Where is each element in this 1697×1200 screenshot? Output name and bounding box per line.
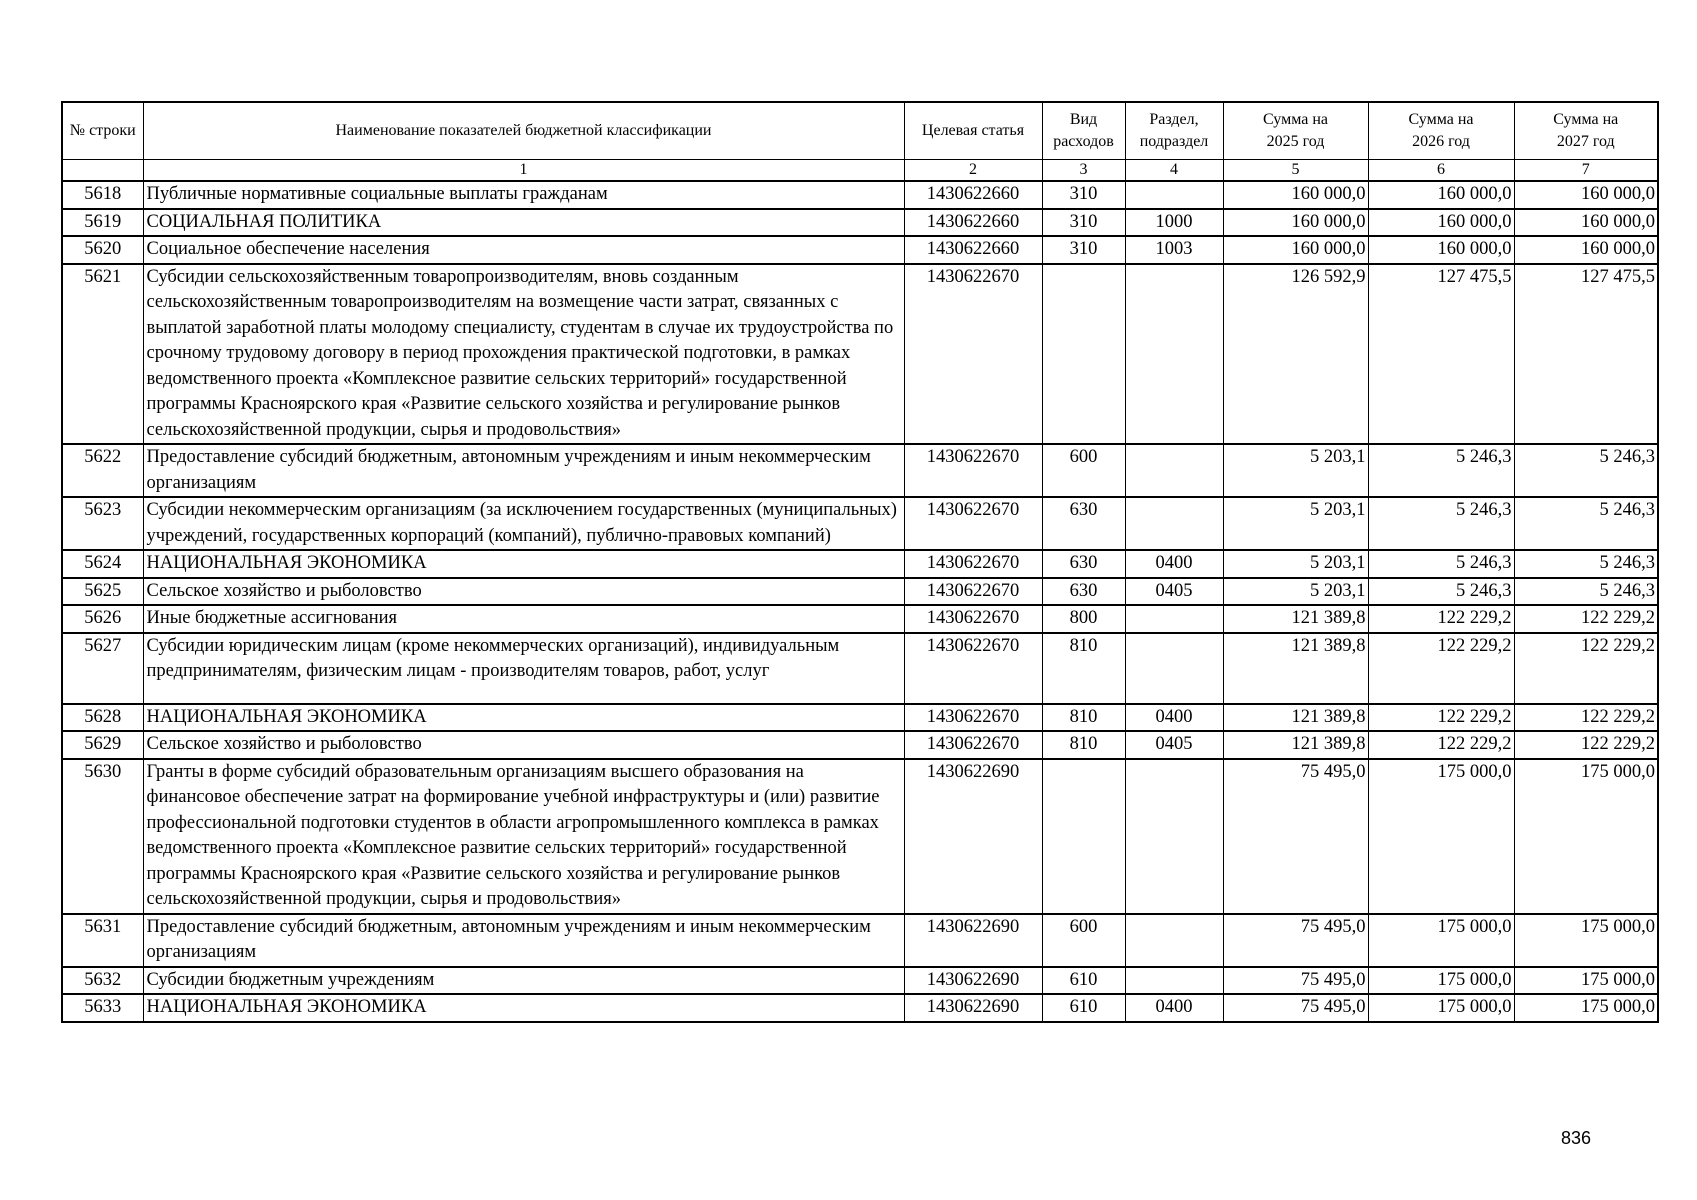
row-section xyxy=(1125,444,1223,497)
header-sum-2027-line1: Сумма на xyxy=(1553,111,1619,128)
row-section: 0400 xyxy=(1125,704,1223,732)
row-name: НАЦИОНАЛЬНАЯ ЭКОНОМИКА xyxy=(143,994,904,1022)
row-sum-2026: 122 229,2 xyxy=(1368,704,1514,732)
row-name: НАЦИОНАЛЬНАЯ ЭКОНОМИКА xyxy=(143,704,904,732)
header-sum-2025 xyxy=(1223,102,1368,160)
table-row xyxy=(62,578,1658,606)
row-name: Социальное обеспечение населения xyxy=(143,236,904,264)
row-number: 5627 xyxy=(62,633,143,704)
row-sum-2027: 5 246,3 xyxy=(1514,497,1658,550)
row-expense-type: 600 xyxy=(1042,444,1125,497)
header-expense-type-line1: Вид xyxy=(1069,111,1098,128)
row-number: 5628 xyxy=(62,704,143,732)
header-expense-type xyxy=(1042,102,1125,160)
row-expense-type: 310 xyxy=(1042,236,1125,264)
column-number-4: 4 xyxy=(1125,160,1223,182)
row-sum-2027: 127 475,5 xyxy=(1514,264,1658,445)
row-number: 5618 xyxy=(62,181,143,209)
row-number: 5626 xyxy=(62,605,143,633)
row-sum-2026: 175 000,0 xyxy=(1368,759,1514,914)
row-number: 5621 xyxy=(62,264,143,445)
row-target-article: 1430622690 xyxy=(904,994,1042,1022)
table-row xyxy=(62,605,1658,633)
row-number: 5632 xyxy=(62,967,143,995)
row-number: 5633 xyxy=(62,994,143,1022)
row-expense-type: 310 xyxy=(1042,181,1125,209)
table-row xyxy=(62,497,1658,550)
row-sum-2026: 127 475,5 xyxy=(1368,264,1514,445)
row-sum-2027: 122 229,2 xyxy=(1514,731,1658,759)
row-expense-type: 810 xyxy=(1042,731,1125,759)
row-sum-2026: 5 246,3 xyxy=(1368,444,1514,497)
column-number-row xyxy=(62,160,1658,182)
table-row xyxy=(62,967,1658,995)
table-row xyxy=(62,994,1658,1022)
row-target-article: 1430622660 xyxy=(904,209,1042,237)
row-target-article: 1430622690 xyxy=(904,759,1042,914)
table-row xyxy=(62,264,1658,445)
header-sum-2026-line2: 2026 год xyxy=(1412,133,1470,150)
table-row xyxy=(62,550,1658,578)
header-row xyxy=(62,102,1658,160)
row-section xyxy=(1125,497,1223,550)
row-name: Гранты в форме субсидий образовательным организациям высшего образования на финансовое обеспечение затрат на формирование учебной инфраструктуры и (или) развитие профессиональной подготовки студентов в области агропромышленного комплекса в рамках ведомственного проекта «Комплексное развитие сельских территорий» государственной программы Красноярского края «Развитие сельского хозяйства и регулирование рынков сельскохозяйственной продукции, сырья и продовольствия» xyxy=(143,759,904,914)
column-number-7: 7 xyxy=(1514,160,1658,182)
row-sum-2026: 160 000,0 xyxy=(1368,209,1514,237)
row-sum-2026: 122 229,2 xyxy=(1368,633,1514,704)
row-sum-2027: 160 000,0 xyxy=(1514,181,1658,209)
row-target-article: 1430622690 xyxy=(904,967,1042,995)
row-sum-2027: 160 000,0 xyxy=(1514,209,1658,237)
header-section-line1: Раздел, xyxy=(1149,111,1199,128)
page-number: 836 xyxy=(1561,1128,1592,1148)
row-sum-2026: 5 246,3 xyxy=(1368,578,1514,606)
row-sum-2025: 121 389,8 xyxy=(1223,704,1368,732)
row-section xyxy=(1125,181,1223,209)
table-row xyxy=(62,633,1658,704)
row-section: 1003 xyxy=(1125,236,1223,264)
row-number: 5623 xyxy=(62,497,143,550)
header-sum-2026 xyxy=(1368,102,1514,160)
row-target-article: 1430622670 xyxy=(904,605,1042,633)
row-sum-2025: 160 000,0 xyxy=(1223,236,1368,264)
row-expense-type: 630 xyxy=(1042,497,1125,550)
row-sum-2027: 5 246,3 xyxy=(1514,578,1658,606)
row-name: Субсидии бюджетным учреждениям xyxy=(143,967,904,995)
row-sum-2027: 122 229,2 xyxy=(1514,704,1658,732)
row-sum-2026: 5 246,3 xyxy=(1368,497,1514,550)
row-section: 0405 xyxy=(1125,731,1223,759)
row-number: 5631 xyxy=(62,914,143,967)
row-sum-2027: 175 000,0 xyxy=(1514,967,1658,995)
row-expense-type: 630 xyxy=(1042,550,1125,578)
row-sum-2026: 175 000,0 xyxy=(1368,914,1514,967)
table-row xyxy=(62,731,1658,759)
row-sum-2026: 175 000,0 xyxy=(1368,967,1514,995)
column-number-6: 6 xyxy=(1368,160,1514,182)
column-number-1: 1 xyxy=(143,160,904,182)
row-name: Субсидии юридическим лицам (кроме некоммерческих организаций), индивидуальным предпринимателям, физическим лицам - производителям товаров, работ, услуг xyxy=(143,633,904,704)
header-sum-2027-line2: 2027 год xyxy=(1556,133,1615,150)
row-sum-2025: 160 000,0 xyxy=(1223,181,1368,209)
row-sum-2027: 122 229,2 xyxy=(1514,633,1658,704)
row-expense-type: 600 xyxy=(1042,914,1125,967)
row-sum-2027: 122 229,2 xyxy=(1514,605,1658,633)
row-sum-2025: 121 389,8 xyxy=(1223,605,1368,633)
table-row xyxy=(62,704,1658,732)
row-expense-type: 800 xyxy=(1042,605,1125,633)
header-target-article: Целевая статья xyxy=(904,102,1042,160)
row-sum-2025: 121 389,8 xyxy=(1223,731,1368,759)
table-row xyxy=(62,209,1658,237)
column-number-0 xyxy=(62,160,143,182)
row-number: 5629 xyxy=(62,731,143,759)
table-row xyxy=(62,181,1658,209)
row-target-article: 1430622670 xyxy=(904,497,1042,550)
row-section xyxy=(1125,264,1223,445)
header-sum-2027 xyxy=(1514,102,1658,160)
row-target-article: 1430622660 xyxy=(904,181,1042,209)
row-target-article: 1430622670 xyxy=(904,704,1042,732)
header-sum-2025-line1: Сумма на xyxy=(1263,111,1328,128)
row-sum-2026: 122 229,2 xyxy=(1368,731,1514,759)
header-sum-2025-line2: 2025 год xyxy=(1266,133,1325,150)
row-name: Публичные нормативные социальные выплаты гражданам xyxy=(143,181,904,209)
row-sum-2026: 160 000,0 xyxy=(1368,181,1514,209)
row-sum-2025: 75 495,0 xyxy=(1223,967,1368,995)
header-sum-2026-line1: Сумма на xyxy=(1408,111,1474,128)
row-sum-2025: 75 495,0 xyxy=(1223,759,1368,914)
row-target-article: 1430622670 xyxy=(904,264,1042,445)
row-sum-2027: 160 000,0 xyxy=(1514,236,1658,264)
table-body xyxy=(62,181,1658,1022)
row-expense-type: 810 xyxy=(1042,633,1125,704)
row-sum-2025: 5 203,1 xyxy=(1223,497,1368,550)
column-number-3: 3 xyxy=(1042,160,1125,182)
row-expense-type xyxy=(1042,264,1125,445)
row-sum-2026: 5 246,3 xyxy=(1368,550,1514,578)
header-section-line2: подраздел xyxy=(1139,133,1209,150)
row-sum-2027: 175 000,0 xyxy=(1514,914,1658,967)
row-sum-2025: 75 495,0 xyxy=(1223,914,1368,967)
row-sum-2025: 126 592,9 xyxy=(1223,264,1368,445)
row-number: 5622 xyxy=(62,444,143,497)
column-number-5: 5 xyxy=(1223,160,1368,182)
row-sum-2025: 5 203,1 xyxy=(1223,550,1368,578)
row-expense-type: 810 xyxy=(1042,704,1125,732)
row-section: 1000 xyxy=(1125,209,1223,237)
row-expense-type: 310 xyxy=(1042,209,1125,237)
row-sum-2025: 5 203,1 xyxy=(1223,578,1368,606)
row-sum-2025: 5 203,1 xyxy=(1223,444,1368,497)
header-row-number: № строки xyxy=(62,102,143,160)
row-sum-2027: 5 246,3 xyxy=(1514,444,1658,497)
row-name: Предоставление субсидий бюджетным, автономным учреждениям и иным некоммерческим организациям xyxy=(143,914,904,967)
row-target-article: 1430622670 xyxy=(904,578,1042,606)
row-section xyxy=(1125,967,1223,995)
row-name: Субсидии некоммерческим организациям (за исключением государственных (муниципальных) учреждений, государственных корпораций (компаний), публично-правовых компаний) xyxy=(143,497,904,550)
row-target-article: 1430622670 xyxy=(904,633,1042,704)
row-section: 0400 xyxy=(1125,550,1223,578)
row-sum-2027: 5 246,3 xyxy=(1514,550,1658,578)
header-expense-type-line2: расходов xyxy=(1053,133,1114,150)
row-section: 0400 xyxy=(1125,994,1223,1022)
row-name: Сельское хозяйство и рыболовство xyxy=(143,578,904,606)
row-sum-2026: 122 229,2 xyxy=(1368,605,1514,633)
column-number-2: 2 xyxy=(904,160,1042,182)
row-number: 5630 xyxy=(62,759,143,914)
row-number: 5620 xyxy=(62,236,143,264)
row-sum-2026: 175 000,0 xyxy=(1368,994,1514,1022)
header-section xyxy=(1125,102,1223,160)
table-row xyxy=(62,914,1658,967)
table-row xyxy=(62,759,1658,914)
row-expense-type: 630 xyxy=(1042,578,1125,606)
row-name: Субсидии сельскохозяйственным товаропроизводителям, вновь созданным сельскохозяйственным товаропроизводителям на возмещение части затрат, связанных с выплатой заработной платы молодому специалисту, студентам в случае их трудоустройства по срочному трудовому договору в период прохождения практической подготовки, в рамках ведомственного проекта «Комплексное развитие сельских территорий» государственной программы Красноярского края «Развитие сельского хозяйства и регулирование рынков сельскохозяйственной продукции, сырья и продовольствия» xyxy=(143,264,904,445)
row-section: 0405 xyxy=(1125,578,1223,606)
header-name: Наименование показателей бюджетной классификации xyxy=(143,102,904,160)
table-row xyxy=(62,236,1658,264)
row-sum-2027: 175 000,0 xyxy=(1514,994,1658,1022)
row-section xyxy=(1125,633,1223,704)
row-sum-2025: 121 389,8 xyxy=(1223,633,1368,704)
row-section xyxy=(1125,914,1223,967)
row-target-article: 1430622670 xyxy=(904,444,1042,497)
row-section xyxy=(1125,605,1223,633)
budget-table xyxy=(61,101,1659,1023)
table-row xyxy=(62,444,1658,497)
row-expense-type: 610 xyxy=(1042,967,1125,995)
row-number: 5619 xyxy=(62,209,143,237)
row-target-article: 1430622660 xyxy=(904,236,1042,264)
row-section xyxy=(1125,759,1223,914)
row-target-article: 1430622670 xyxy=(904,550,1042,578)
row-expense-type xyxy=(1042,759,1125,914)
row-expense-type: 610 xyxy=(1042,994,1125,1022)
row-number: 5625 xyxy=(62,578,143,606)
row-name: Предоставление субсидий бюджетным, автономным учреждениям и иным некоммерческим организациям xyxy=(143,444,904,497)
row-sum-2026: 160 000,0 xyxy=(1368,236,1514,264)
row-sum-2027: 175 000,0 xyxy=(1514,759,1658,914)
row-target-article: 1430622670 xyxy=(904,731,1042,759)
row-number: 5624 xyxy=(62,550,143,578)
row-name: Иные бюджетные ассигнования xyxy=(143,605,904,633)
row-sum-2025: 160 000,0 xyxy=(1223,209,1368,237)
row-sum-2025: 75 495,0 xyxy=(1223,994,1368,1022)
row-name: Сельское хозяйство и рыболовство xyxy=(143,731,904,759)
row-name: СОЦИАЛЬНАЯ ПОЛИТИКА xyxy=(143,209,904,237)
row-name: НАЦИОНАЛЬНАЯ ЭКОНОМИКА xyxy=(143,550,904,578)
row-target-article: 1430622690 xyxy=(904,914,1042,967)
